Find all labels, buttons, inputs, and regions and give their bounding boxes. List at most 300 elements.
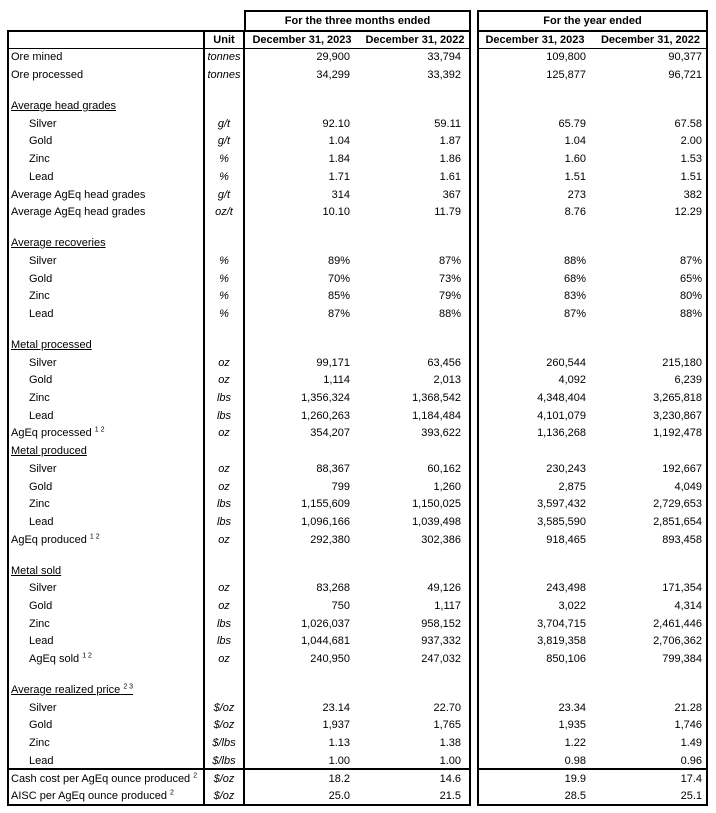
value-year-2023: 87%	[563, 307, 586, 320]
table-row	[8, 788, 708, 806]
unit-cell: oz	[218, 599, 230, 612]
section-label	[8, 237, 204, 249]
unit-cell: oz	[218, 480, 230, 493]
label-text: Metal processed	[11, 338, 92, 351]
table-row	[8, 389, 708, 407]
table-row	[8, 460, 708, 478]
value-year-2022: 87%	[679, 254, 702, 267]
year-2023-column-header: December 31, 2023	[485, 33, 585, 46]
unit-cell: oz	[218, 582, 230, 595]
row-label	[8, 719, 204, 731]
row-label	[8, 600, 204, 612]
unit-cell: g/t	[217, 188, 231, 201]
value-q-2023: 92.10	[322, 117, 350, 130]
table-row	[8, 495, 708, 513]
unit-cell: $/oz	[213, 701, 235, 714]
value-year-2022: 893,458	[662, 533, 702, 546]
value-year-2023: 0.98	[564, 754, 586, 767]
row-label	[8, 635, 204, 647]
section-header-row	[8, 97, 708, 115]
value-q-2023: 1,114	[323, 374, 350, 387]
value-year-2023: 273	[567, 188, 586, 201]
label-text: Lead	[29, 754, 54, 767]
row-label	[8, 171, 204, 183]
value-year-2022: 4,049	[674, 480, 702, 493]
value-year-2023: 68%	[563, 272, 586, 285]
value-q-2023: 354,207	[310, 427, 350, 440]
footnote-ref: 2	[170, 789, 174, 797]
value-year-2023: 850,106	[546, 653, 586, 666]
value-q-2023: 88,367	[316, 462, 350, 475]
label-text: AgEq sold $^{1 2}$	[29, 652, 92, 666]
value-q-2022: 21.5	[439, 790, 461, 803]
value-q-2023: 18.2	[328, 772, 350, 785]
unit-cell: lbs	[216, 391, 232, 404]
unit-cell: tonnes	[207, 69, 241, 82]
value-q-2023: 1,096,166	[301, 515, 350, 528]
label-text: Lead	[29, 170, 54, 183]
value-year-2023: 243,498	[546, 582, 586, 595]
value-year-2022: 799,384	[662, 653, 702, 666]
table-row	[8, 699, 708, 717]
unit-cell: $/lbs	[212, 754, 236, 767]
unit-cell: lbs	[216, 409, 232, 422]
value-year-2022: 1,192,478	[653, 427, 702, 440]
value-year-2023: 8.76	[564, 206, 586, 219]
row-label	[8, 653, 204, 665]
value-year-2023: 88%	[563, 254, 586, 267]
value-q-2023: 1,026,037	[301, 617, 350, 630]
label-text: Lead	[29, 409, 54, 422]
value-q-2022: 1.38	[439, 737, 461, 750]
row-label	[8, 392, 204, 404]
value-year-2023: 23.34	[558, 701, 586, 714]
value-q-2022: 2,013	[433, 374, 461, 387]
label-text: Gold	[29, 135, 53, 148]
table-row	[8, 150, 708, 168]
unit-cell: lbs	[216, 617, 232, 630]
table-row	[8, 168, 708, 186]
table-row	[8, 186, 708, 204]
row-label	[8, 357, 204, 369]
value-year-2022: 382	[683, 188, 702, 201]
row-label	[8, 773, 204, 785]
footnote-ref: 2 3	[123, 683, 134, 691]
value-q-2022: 11.79	[434, 206, 461, 219]
unit-column-header: Unit	[213, 33, 235, 46]
label-text: Lead	[29, 635, 54, 648]
unit-cell: oz	[218, 427, 230, 440]
value-q-2023: 292,380	[310, 533, 350, 546]
value-year-2023: 28.5	[564, 790, 586, 803]
row-label	[8, 427, 204, 439]
value-q-2023: 99,171	[316, 356, 350, 369]
table-row	[8, 287, 708, 305]
value-year-2022: 1.51	[680, 170, 702, 183]
unit-cell: oz	[218, 356, 230, 369]
label-text: Gold	[29, 480, 53, 493]
table-row	[8, 734, 708, 752]
label-text: Average AgEq head grades	[11, 206, 146, 219]
label-text: Silver	[29, 582, 57, 595]
label-text: Average realized price $^{2 3}$	[11, 683, 134, 696]
value-year-2022: 80%	[679, 290, 702, 303]
value-year-2022: 2,706,362	[653, 635, 702, 648]
unit-cell: oz	[218, 533, 230, 546]
table-row	[8, 407, 708, 425]
label-text: AgEq produced $^{1 2}$	[11, 533, 100, 546]
footnote-ref: 1 2	[94, 426, 105, 434]
label-text: Metal produced	[11, 445, 87, 458]
section-header-row	[8, 336, 708, 354]
value-year-2023: 2,875	[558, 480, 586, 493]
three-months-header-label: For the three months ended	[284, 15, 431, 27]
value-year-2022: 12.29	[674, 206, 702, 219]
label-text: Average head grades	[11, 99, 116, 112]
value-year-2023: 3,704,715	[537, 617, 586, 630]
value-year-2022: 3,230,867	[653, 409, 702, 422]
unit-cell: lbs	[216, 515, 232, 528]
value-q-2022: 1,117	[434, 599, 461, 612]
unit-cell: g/t	[217, 135, 231, 148]
value-year-2022: 90,377	[668, 51, 702, 64]
value-q-2023: 23.14	[322, 701, 350, 714]
unit-cell: %	[219, 290, 229, 303]
table-row	[8, 354, 708, 372]
year-header-label: For the year ended	[543, 15, 642, 27]
value-q-2023: 29,900	[316, 51, 350, 64]
spacer-row	[8, 549, 708, 562]
label-text: Zinc	[29, 617, 50, 630]
value-q-2023: 87%	[327, 307, 350, 320]
row-label	[8, 118, 204, 130]
value-q-2022: 59.11	[434, 117, 461, 130]
value-year-2023: 3,022	[558, 599, 586, 612]
value-year-2023: 1.22	[564, 737, 586, 750]
value-year-2022: 21.28	[674, 701, 702, 714]
table-row	[8, 66, 708, 84]
value-q-2022: 1.61	[439, 170, 461, 183]
label-text: Zinc	[29, 737, 50, 750]
table-row	[8, 513, 708, 531]
table-row	[8, 650, 708, 668]
label-text: Average AgEq head grades	[11, 188, 146, 201]
value-q-2023: 85%	[327, 290, 350, 303]
spacer-row	[8, 221, 708, 234]
value-q-2023: 1,260,263	[301, 409, 350, 422]
value-q-2022: 87%	[438, 254, 461, 267]
row-label	[8, 481, 204, 493]
unit-cell: lbs	[216, 635, 232, 648]
value-q-2022: 33,392	[427, 69, 461, 82]
label-text: Silver	[29, 117, 57, 130]
table-row	[8, 478, 708, 496]
three-months-header-box	[244, 10, 471, 32]
value-year-2023: 3,585,590	[537, 515, 586, 528]
value-year-2023: 4,092	[558, 374, 586, 387]
value-year-2023: 1.04	[564, 135, 586, 148]
unit-cell: %	[219, 307, 229, 320]
value-q-2023: 314	[331, 188, 350, 201]
value-year-2022: 2,461,446	[653, 617, 702, 630]
table-row	[8, 531, 708, 549]
value-year-2023: 3,597,432	[537, 498, 586, 511]
label-text: Ore mined	[11, 51, 63, 64]
value-q-2022: 1.00	[439, 754, 461, 767]
row-label	[8, 189, 204, 201]
value-q-2022: 60,162	[427, 462, 461, 475]
label-text: Lead	[29, 307, 54, 320]
value-q-2022: 73%	[438, 272, 461, 285]
row-label	[8, 463, 204, 475]
spacer-row	[8, 668, 708, 681]
section-label	[8, 339, 204, 351]
value-year-2022: 25.1	[680, 790, 702, 803]
unit-cell: %	[219, 272, 229, 285]
label-text: Zinc	[29, 498, 50, 511]
footnote-ref: 1 2	[89, 533, 100, 541]
table-row	[8, 633, 708, 651]
table-row	[8, 770, 708, 788]
section-label	[8, 100, 204, 112]
section-label	[8, 445, 204, 457]
value-q-2023: 1,937	[322, 719, 350, 732]
value-q-2023: 10.10	[322, 206, 350, 219]
row-label	[8, 702, 204, 714]
value-year-2022: 171,354	[662, 582, 702, 595]
value-year-2023: 1.51	[564, 170, 586, 183]
label-text: Gold	[29, 719, 53, 732]
value-year-2022: 6,239	[674, 374, 702, 387]
value-q-2023: 34,299	[316, 69, 350, 82]
value-year-2022: 215,180	[662, 356, 702, 369]
q-2023-column-header: December 31, 2023	[252, 33, 352, 46]
value-year-2022: 1.49	[680, 737, 702, 750]
label-text: Zinc	[29, 153, 50, 166]
label-text: Silver	[29, 701, 57, 714]
value-year-2023: 65.79	[558, 117, 586, 130]
value-year-2022: 88%	[679, 307, 702, 320]
unit-cell: g/t	[217, 117, 231, 130]
value-year-2023: 19.9	[564, 772, 586, 785]
spacer-row	[8, 84, 708, 97]
section-header-row	[8, 562, 708, 580]
unit-cell: oz/t	[215, 206, 233, 219]
value-year-2022: 4,314	[674, 599, 702, 612]
label-text: AISC per AgEq ounce produced $^2$	[11, 789, 174, 803]
row-label	[8, 290, 204, 302]
label-text: Zinc	[29, 391, 50, 404]
value-q-2022: 14.6	[439, 772, 461, 785]
value-q-2023: 1.00	[328, 754, 350, 767]
value-q-2022: 247,032	[421, 653, 461, 666]
label-text: Gold	[29, 599, 53, 612]
value-year-2023: 4,348,404	[537, 391, 586, 404]
table-row	[8, 270, 708, 288]
value-year-2022: 67.58	[674, 117, 702, 130]
table-row	[8, 115, 708, 133]
q-2022-column-header: December 31, 2022	[365, 33, 465, 46]
footnote-ref: 1 2	[82, 652, 92, 660]
value-q-2023: 70%	[327, 272, 350, 285]
value-q-2023: 1,044,681	[301, 635, 350, 648]
value-q-2022: 1,765	[433, 719, 461, 732]
value-year-2023: 260,544	[546, 356, 586, 369]
value-q-2022: 22.70	[433, 701, 461, 714]
unit-cell: $/lbs	[212, 737, 236, 750]
value-q-2023: 750	[331, 599, 350, 612]
row-label	[8, 273, 204, 285]
spacer-row	[8, 323, 708, 336]
unit-cell: lbs	[216, 498, 232, 511]
label-text: Silver	[29, 356, 57, 369]
row-label	[8, 618, 204, 630]
table-row	[8, 752, 708, 770]
label-text: Silver	[29, 254, 57, 267]
label-text: Gold	[29, 374, 53, 387]
value-q-2023: 1,155,609	[301, 498, 350, 511]
value-q-2023: 1.84	[328, 153, 350, 166]
unit-cell: %	[219, 254, 229, 267]
section-label	[8, 565, 204, 577]
table-row	[8, 597, 708, 615]
value-q-2022: 1,368,542	[412, 391, 461, 404]
row-label	[8, 534, 204, 546]
value-year-2023: 3,819,358	[537, 635, 586, 648]
row-label	[8, 308, 204, 320]
value-year-2022: 3,265,818	[653, 391, 702, 404]
table-row	[8, 425, 708, 443]
section-label	[8, 684, 204, 696]
table-row	[8, 371, 708, 389]
value-q-2023: 1,356,324	[301, 391, 350, 404]
row-label	[8, 206, 204, 218]
value-q-2022: 33,794	[427, 51, 461, 64]
label-text: Silver	[29, 462, 57, 475]
value-q-2022: 79%	[438, 290, 461, 303]
unit-cell: oz	[218, 462, 230, 475]
value-q-2022: 393,622	[421, 427, 461, 440]
value-year-2022: 2.00	[680, 135, 702, 148]
table-row	[8, 717, 708, 735]
value-year-2022: 2,851,654	[653, 515, 702, 528]
value-year-2023: 1,935	[558, 719, 586, 732]
value-q-2022: 302,386	[421, 533, 461, 546]
label-text: Metal sold	[11, 564, 62, 577]
label-text: Cash cost per AgEq ounce produced $^2$	[11, 772, 198, 785]
label-text: AgEq processed $^{1 2}$	[11, 426, 105, 440]
value-year-2022: 1.53	[680, 153, 702, 166]
row-label	[8, 582, 204, 594]
row-label	[8, 69, 204, 81]
unit-cell: $/oz	[213, 719, 235, 732]
table-row	[8, 133, 708, 151]
year-2022-column-header: December 31, 2022	[600, 33, 701, 46]
section-header-row	[8, 442, 708, 460]
value-year-2023: 125,877	[546, 69, 586, 82]
value-year-2022: 1,746	[674, 719, 702, 732]
section-header-row	[8, 681, 708, 699]
value-year-2023: 4,101,079	[537, 409, 586, 422]
value-q-2023: 1.13	[328, 737, 350, 750]
value-q-2022: 1,039,498	[412, 515, 461, 528]
value-q-2023: 1.71	[328, 170, 350, 183]
unit-cell: %	[219, 153, 229, 166]
value-year-2022: 2,729,653	[653, 498, 702, 511]
column-header-row	[8, 32, 708, 48]
table-row	[8, 579, 708, 597]
unit-cell: tonnes	[207, 51, 241, 64]
row-label	[8, 498, 204, 510]
value-year-2023: 109,800	[546, 51, 586, 64]
label-text: Zinc	[29, 290, 50, 303]
unit-cell: $/oz	[213, 772, 235, 785]
value-q-2022: 367	[442, 188, 461, 201]
value-q-2023: 1.04	[328, 135, 350, 148]
value-q-2022: 1,260	[433, 480, 461, 493]
unit-cell: $/oz	[213, 790, 235, 803]
value-year-2022: 192,667	[662, 462, 702, 475]
footnote-ref: 2	[193, 772, 198, 780]
row-label	[8, 516, 204, 528]
value-q-2023: 240,950	[310, 653, 350, 666]
value-q-2022: 958,152	[421, 617, 461, 630]
value-year-2023: 230,243	[546, 462, 586, 475]
year-header-box	[477, 10, 708, 32]
table-row	[8, 203, 708, 221]
label-text: Ore processed	[11, 69, 84, 82]
table-body	[8, 49, 708, 770]
unit-cell: oz	[218, 653, 230, 666]
table-row	[8, 305, 708, 323]
section-header-row	[8, 234, 708, 252]
row-label	[8, 135, 204, 147]
value-q-2023: 799	[331, 480, 350, 493]
value-year-2023: 1,136,268	[537, 427, 586, 440]
value-year-2022: 0.96	[680, 754, 702, 767]
table-row	[8, 252, 708, 270]
label-text: Average recoveries	[11, 237, 106, 250]
value-q-2022: 63,456	[427, 356, 461, 369]
row-label	[8, 255, 204, 267]
value-q-2022: 1.86	[439, 153, 461, 166]
value-year-2022: 96,721	[668, 69, 702, 82]
row-label	[8, 790, 204, 802]
value-q-2022: 1.87	[439, 135, 461, 148]
value-year-2023: 918,465	[546, 533, 586, 546]
value-q-2023: 25.0	[328, 790, 350, 803]
value-year-2023: 83%	[563, 290, 586, 303]
label-text: Gold	[29, 272, 53, 285]
value-q-2023: 83,268	[316, 582, 350, 595]
table-row	[8, 615, 708, 633]
row-label	[8, 410, 204, 422]
unit-cell: %	[219, 170, 229, 183]
row-label	[8, 737, 204, 749]
row-label	[8, 153, 204, 165]
row-label	[8, 51, 204, 63]
value-year-2023: 1.60	[564, 153, 586, 166]
table-footer	[8, 770, 708, 805]
value-q-2022: 1,150,025	[412, 498, 461, 511]
value-q-2022: 88%	[438, 307, 461, 320]
value-year-2022: 65%	[679, 272, 702, 285]
unit-cell: oz	[218, 374, 230, 387]
value-q-2022: 937,332	[421, 635, 461, 648]
label-text: Lead	[29, 515, 54, 528]
value-q-2022: 49,126	[427, 582, 461, 595]
row-label	[8, 374, 204, 386]
